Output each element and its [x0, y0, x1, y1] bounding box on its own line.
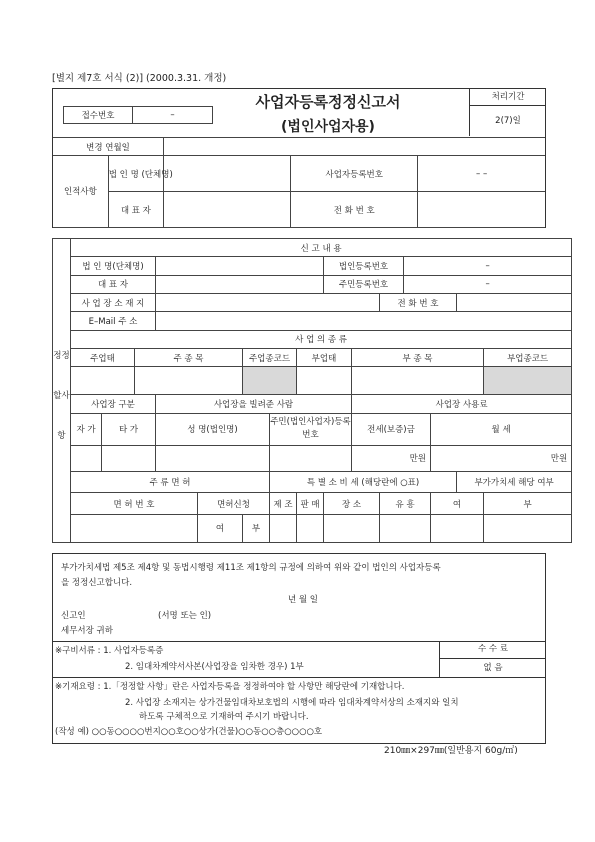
license-no-label[interactable]: 부 — [243, 514, 270, 542]
fee-box — [439, 641, 546, 677]
form-number-note: [별지 제7호 서식 (2)] (2000.3.31. 개정) — [52, 73, 227, 84]
own-site-field[interactable] — [71, 445, 102, 471]
monthly-rent-label: 월 세 — [431, 413, 572, 445]
lessor-name-label: 성 명(법인명) — [156, 413, 270, 445]
business-reg-no-field[interactable]: – – — [418, 156, 545, 192]
corp-name-label: 법 인 명 (단체명) — [108, 156, 163, 192]
site-category-label: 사업장 구분 — [71, 395, 156, 413]
license-number-field[interactable] — [71, 514, 198, 542]
sub-code-label: 부업종코드 — [484, 348, 572, 366]
receipt-number-label: 접수번호 — [64, 107, 133, 124]
vat-yes-field[interactable] — [431, 514, 484, 542]
basic-info-box — [52, 88, 546, 228]
vat-applicable-label: 부가가치세 해당 여부 — [457, 471, 572, 493]
lessor-name-field[interactable] — [156, 445, 270, 471]
paper-size-note: 210㎜×297㎜(일반용지 60g/㎡) — [384, 746, 518, 756]
sub-item-label: 부 종 목 — [352, 348, 484, 366]
sub-business-type-label: 부업태 — [297, 348, 352, 366]
receipt-number-field[interactable]: – — [133, 107, 213, 124]
processing-period-value: 2(7)일 — [495, 116, 521, 126]
phone-field[interactable] — [418, 192, 545, 228]
entertainment-label: 유 흥 — [380, 493, 431, 515]
business-location-label: 사 업 장 소 재 지 — [71, 293, 156, 311]
place-field[interactable] — [324, 514, 380, 542]
corr-phone-label: 전 화 번 호 — [380, 293, 457, 311]
main-business-type-field[interactable] — [71, 367, 135, 395]
lessor-reg-no-field[interactable] — [270, 445, 352, 471]
rent-fee-label: 사업장 사용료 — [352, 395, 572, 413]
license-yes-label[interactable]: 여 — [198, 514, 243, 542]
receipt-number-table — [63, 106, 213, 124]
business-type-header: 사 업 의 종 류 — [71, 330, 572, 348]
monthly-rent-field[interactable]: 만원 — [431, 445, 572, 471]
vat-yes-label: 여 — [431, 493, 484, 515]
change-date-field[interactable] — [164, 138, 546, 156]
corr-corp-name-label: 법 인 명(단체명) — [71, 257, 156, 275]
other-site-field[interactable] — [102, 445, 156, 471]
license-number-label: 면 허 번 호 — [71, 493, 198, 515]
processing-period-label: 처리기간 — [470, 89, 546, 106]
phone-label: 전 화 번 호 — [291, 192, 418, 228]
writing-example: (작성 예) ○○동○○○○번지○○호○○상가(건물)○○동○○층○○○○호 — [55, 727, 323, 737]
declaration-date: 년 월 일 — [287, 595, 319, 605]
email-field[interactable] — [156, 312, 572, 330]
corr-corp-name-field[interactable] — [156, 257, 324, 275]
main-code-field — [243, 367, 297, 395]
sale-field[interactable] — [297, 514, 324, 542]
basic-info-table — [53, 137, 545, 228]
main-item-label: 주 종 목 — [135, 348, 243, 366]
lessor-label: 사업장을 빌려준 사람 — [156, 395, 352, 413]
email-label: E–Mail 주 소 — [71, 312, 156, 330]
deposit-label: 전세(보증)금 — [352, 413, 431, 445]
representative-field[interactable] — [164, 192, 291, 228]
correction-table — [52, 238, 572, 543]
fee-value: 없 음 — [483, 663, 503, 673]
liquor-license-label: 주 류 면 허 — [71, 471, 270, 493]
vat-no-label: 부 — [484, 493, 572, 515]
fee-label: 수 수 료 — [440, 641, 546, 659]
resident-reg-no-field[interactable]: – — [404, 275, 572, 293]
declaration-text-line2: 을 정정신고합니다. — [61, 578, 133, 588]
corr-representative-label: 대 표 자 — [71, 275, 156, 293]
sub-code-field — [484, 367, 572, 395]
writing-guide-item2a: 2. 사업장 소재지는 상가건물임대차보호법의 시행에 따라 임대차계약서상의 소재지와 일치 — [125, 698, 459, 708]
required-docs-label: ※구비서류 : 1. 사업자등록증 — [55, 646, 164, 656]
writing-guide-item1: ※기재요령 : 1.「정정할 사항」란은 사업자등록을 정정하여야 할 사항만 해당란에 기재합니다. — [55, 682, 405, 692]
business-reg-no-label: 사업자등록번호 — [291, 156, 418, 192]
correction-side-label: 정정할사항 — [53, 239, 71, 543]
reporter-label: 신고인 — [61, 611, 86, 621]
corp-name-field[interactable] — [164, 156, 291, 192]
personal-info-side-label: 인적사항 — [53, 156, 108, 228]
sale-label: 판 매 — [297, 493, 324, 515]
tax-office-addressee: 세무서장 귀하 — [61, 626, 113, 636]
other-site-label: 타 가 — [102, 413, 156, 445]
guide-divider — [53, 677, 545, 678]
lessor-reg-no-label: 주민(법인사업자)등록번호 — [270, 413, 352, 445]
form-title: 사업자등록정정신고서 — [255, 93, 401, 111]
deposit-field[interactable]: 만원 — [352, 445, 431, 471]
corp-reg-no-label: 법인등록번호 — [324, 257, 404, 275]
vat-no-field[interactable] — [484, 514, 572, 542]
corr-phone-field[interactable] — [457, 293, 572, 311]
sub-business-type-field[interactable] — [297, 367, 352, 395]
main-business-type-label: 주업태 — [71, 348, 135, 366]
special-tax-label: 특 별 소 비 세 (해당란에 ○표) — [270, 471, 457, 493]
form-subtitle: (법인사업자용) — [281, 119, 375, 135]
main-item-field[interactable] — [135, 367, 243, 395]
sub-item-field[interactable] — [352, 367, 484, 395]
declaration-box — [52, 553, 546, 744]
corp-reg-no-field[interactable]: – — [404, 257, 572, 275]
place-label: 장 소 — [324, 493, 380, 515]
own-site-label: 자 가 — [71, 413, 102, 445]
declaration-text-line1: 부가가치세법 제5조 제4항 및 동법시행령 제11조 제1항의 규정에 의하여 위와 같이 법인의 사업자등록 — [61, 563, 441, 573]
business-location-field[interactable] — [156, 293, 380, 311]
change-date-label: 변경 연월일 — [53, 138, 164, 156]
report-content-header: 신 고 내 용 — [71, 239, 572, 257]
entertainment-field[interactable] — [380, 514, 431, 542]
manufacture-label: 제 조 — [270, 493, 297, 515]
writing-guide-item2b: 하도록 구체적으로 기재하여 주시기 바랍니다. — [139, 712, 309, 722]
resident-reg-no-label: 주민등록번호 — [324, 275, 404, 293]
signature-note: (서명 또는 인) — [158, 611, 212, 621]
required-docs-item2: 2. 임대차계약서사본(사업장을 임차한 경우) 1부 — [125, 662, 304, 672]
license-application-label: 면허신청 — [198, 493, 270, 515]
processing-period-box — [469, 89, 546, 136]
main-code-label: 주업종코드 — [243, 348, 297, 366]
corr-representative-field[interactable] — [156, 275, 324, 293]
representative-label: 대 표 자 — [108, 192, 163, 228]
manufacture-field[interactable] — [270, 514, 297, 542]
